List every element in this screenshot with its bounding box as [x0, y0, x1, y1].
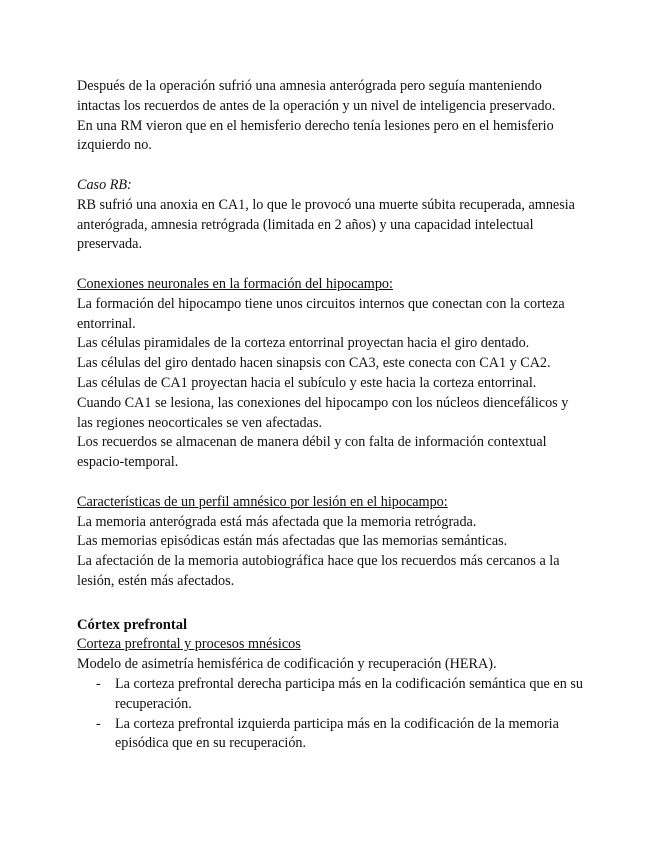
- spacer: [77, 156, 587, 176]
- paragraph: Las células del giro dentado hacen sinapsis con CA3, este conecta con CA1 y CA2.: [77, 355, 551, 372]
- paragraph: Después de la operación sufrió una amnesia anterógrada pero seguía manteniendo intactas los recuerdos de antes de la operación y un nivel de inteligencia preservado.: [77, 78, 556, 114]
- caso-rb-title: Caso RB:: [77, 176, 132, 193]
- section-title-caracteristicas: Características de un perfil amnésico por lesión en el hipocampo:: [77, 493, 448, 510]
- paragraph: RB sufrió una anoxia en CA1, lo que le provocó una muerte súbita recuperada, amnesia anterógrada, amnesia retrógrada (limitada en 2 años) y una capacidad intelectual preservada.: [77, 196, 575, 253]
- paragraph: La formación del hipocampo tiene unos circuitos internos que conectan con la corteza entorrinal.: [77, 295, 565, 332]
- section-title-conexiones: Conexiones neuronales en la formación del hipocampo:: [77, 275, 393, 292]
- paragraph: Las células piramidales de la corteza entorrinal proyectan hacia el giro dentado.: [77, 335, 530, 352]
- list-item: [77, 715, 587, 755]
- spacer: [77, 255, 587, 275]
- dash-bullet: -: [96, 715, 101, 732]
- paragraph: La afectación de la memoria autobiográfica hace que los recuerdos más cercanos a la lesión, estén más afectados.: [77, 553, 560, 589]
- paragraph: En una RM vieron que en el hemisferio derecho tenía lesiones pero en el hemisferio izquierdo no.: [77, 117, 554, 154]
- paragraph: Modelo de asimetría hemisférica de codificación y recuperación (HERA).: [77, 656, 497, 673]
- cortex-heading: Córtex prefrontal: [77, 616, 188, 633]
- bullet-list: [77, 675, 587, 754]
- cortex-subtitle: Corteza prefrontal y procesos mnésicos: [77, 636, 301, 653]
- spacer: [77, 592, 587, 612]
- paragraph: La memoria anterógrada está más afectada que la memoria retrógrada.: [77, 513, 477, 530]
- paragraph: Las memorias episódicas están más afectadas que las memorias semánticas.: [77, 533, 508, 550]
- spacer: [77, 473, 587, 493]
- list-item-text: La corteza prefrontal derecha participa más en la codificación semántica que en su recuperación.: [115, 675, 583, 712]
- paragraph: Los recuerdos se almacenan de manera débil y con falta de información contextual espacio-temporal.: [77, 434, 547, 471]
- list-item-text: La corteza prefrontal izquierda participa más en la codificación de la memoria episódica que en su recuperación.: [115, 715, 559, 752]
- document-page: [77, 77, 587, 754]
- paragraph: Las células de CA1 proyectan hacia el subículo y este hacia la corteza entorrinal.: [77, 374, 537, 391]
- paragraph: Cuando CA1 se lesiona, las conexiones del hipocampo con los núcleos diencefálicos y las regiones neocorticales se ven afectadas.: [77, 394, 569, 431]
- list-item: [77, 675, 587, 715]
- dash-bullet: -: [96, 675, 101, 692]
